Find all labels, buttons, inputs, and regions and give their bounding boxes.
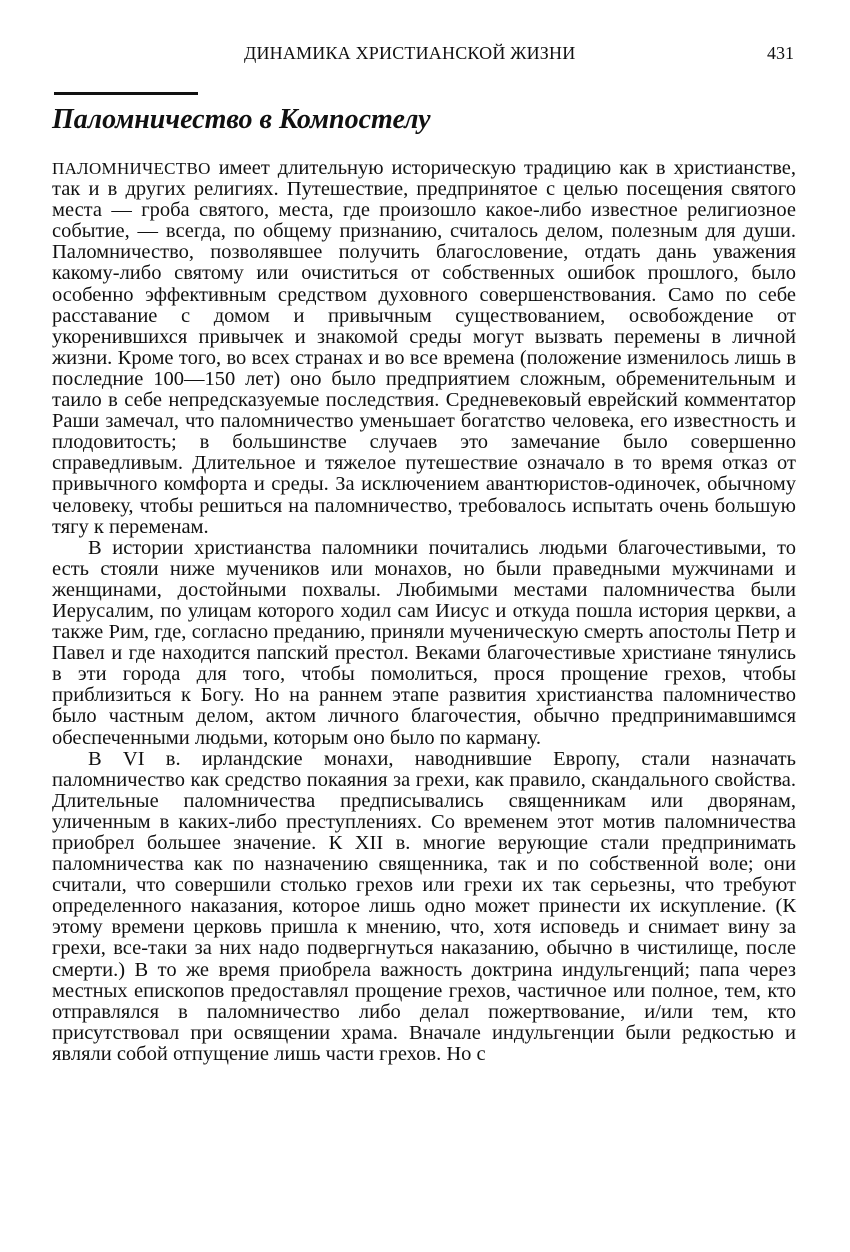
body-text	[52, 158, 796, 1065]
paragraph-2: В истории христианства паломники почитались людьми благочестивыми, то есть стояли ниже мучеников или монахов, но были праведными мужчинами и женщинами, достойными похвалы. Любимыми местами паломничества были Иерусалим, по улицам которого ходил сам Иисус и откуда пошла история церкви, а также Рим, где, согласно преданию, приняли мученическую смерть апостолы Петр и Павел и где находится папский престол. Веками благочестивые христиане тянулись в эти города для того, чтобы помолиться, прося прощение грехов, чтобы приблизиться к Богу. Но на раннем этапе развития христианства паломничество было частным делом, актом личного благочестия, обычно предпринимавшимся обеспеченными людьми, которым оно было по карману.	[52, 536, 796, 749]
section-title: Паломничество в Компостелу	[52, 104, 431, 135]
section-rule	[54, 92, 198, 95]
paragraph-1	[52, 158, 796, 538]
paragraph-1-text: имеет длительную историческую традицию как в христианстве, так и в других религиях. Путешествие, предпринятое с целью посещения святого места — гроба святого, места, где произошло какое-либо известное религиозное событие, — всегда, по общему признанию, считалось делом, полезным для души. Паломничество, позволявшее получить благословение, отдать дань уважения какому-либо святому или очиститься от собственных ошибок прошлого, было особенно эффективным средством духовного совершенствования. Само по себе расставание с домом и привычным существованием, освобождение от укоренившихся привычек и знакомой среды могут вызвать перемены в личной жизни. Кроме того, во всех странах и во все времена (положение изменилось лишь в последние 100—150 лет) оно было предприятием сложным, обременительным и таило в себе непредсказуемые последствия. Средневековый еврейский комментатор Раши замечал, что паломничество уменьшает богатство человека, его известность и плодовитость; в большинстве случаев это замечание было совершенно справедливым. Длительное и тяжелое путешествие означало в то время отказ от привычного комфорта и среды. За исключением авантюристов-одиночек, обычному человеку, чтобы решиться на паломничество, требовалось испытать очень большую тягу к переменам.	[52, 157, 796, 538]
page-number: 431	[767, 43, 794, 63]
lead-word: ПАЛОМНИЧЕСТВО	[52, 159, 211, 178]
running-head: ДИНАМИКА ХРИСТИАНСКОЙ ЖИЗНИ	[244, 43, 576, 63]
paragraph-3: В VI в. ирландские монахи, наводнившие Европу, стали назначать паломничество как средство покаяния за грехи, как правило, скандального свойства. Длительные паломничества предписывались священникам или дворянам, уличенным в каких-либо преступлениях. Со временем этот мотив паломничества приобрел большее значение. К XII в. многие верующие стали предпринимать паломничества как по назначению священника, так и по собственной воле; они считали, что совершили столько грехов или грехи их так серьезны, что требуют определенного наказания, которое лишь одно может принести их искупление. (К этому времени церковь пришла к мнению, что, хотя исповедь и снимает вину за грехи, все-таки за них надо подвергнуться наказанию, обычно в чистилище, после смерти.) В то же время приобрела важность доктрина индульгенций; папа через местных епископов предоставлял прощение грехов, частичное или полное, тем, кто отправлялся в паломничество либо делал пожертвование, и/или тем, кто присутствовал при освящении храма. Вначале индульгенции были редкостью и являли собой отпущение лишь части грехов. Но с	[52, 747, 796, 1065]
